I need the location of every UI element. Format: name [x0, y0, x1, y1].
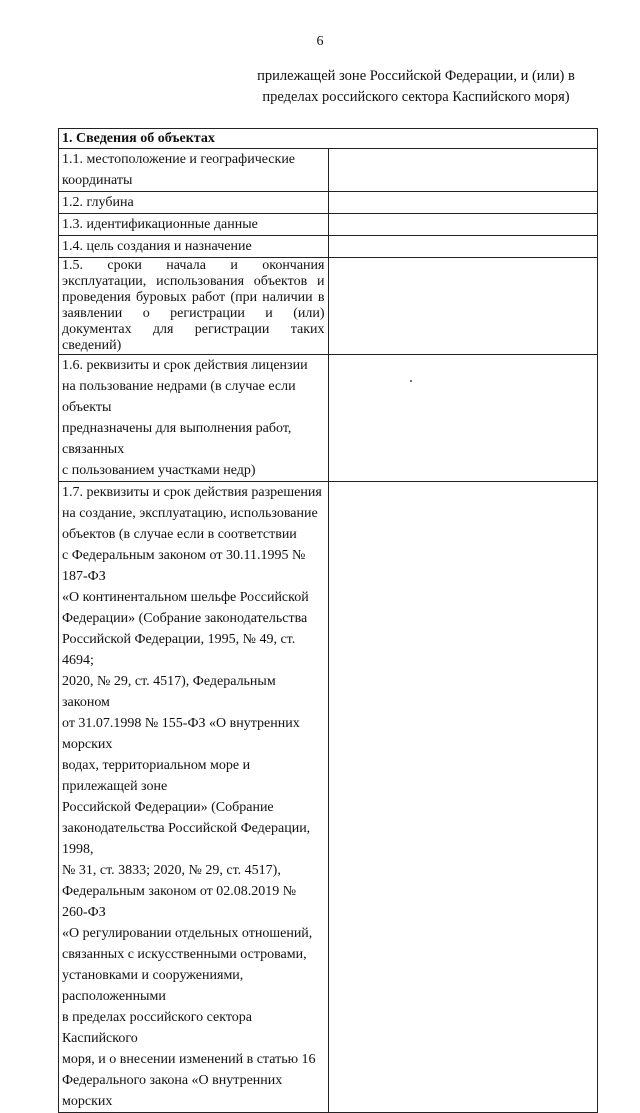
table-row [59, 214, 598, 236]
row-value-1-5[interactable] [328, 258, 598, 355]
row-value-1-7[interactable] [328, 482, 598, 1113]
scan-speck [410, 380, 412, 382]
row-label-1-4: 1.4. цель создания и назначение [59, 236, 329, 258]
page-number: 6 [316, 34, 324, 49]
row-label-1-5: 1.5. сроки начала и окончания эксплуатации, использования объектов и проведения буровых работ (при наличии в заявлении о регистрации и (или) документах для регистрации таких сведений) [59, 258, 329, 355]
row-label-1-1: 1.1. местоположение и географические координаты [59, 149, 329, 192]
table-row [59, 192, 598, 214]
row-value-1-2[interactable] [328, 192, 598, 214]
table-row [59, 355, 598, 482]
table-row [59, 149, 598, 192]
row-value-1-4[interactable] [328, 236, 598, 258]
row-label-1-7: 1.7. реквизиты и срок действия разрешения на создание, эксплуатацию, использование объектов (в случае если в соответствии с Федеральным законом от 30.11.1995 № 187-ФЗ «О континентальном шельфе Российской Федерации» (Собрание законодательства Российской Федерации, 1995, № 49, ст. 4694; 2020, № 29, ст. 4517), Федеральным законом от 31.07.1998 № 155-ФЗ «О внутренних морских водах, территориальном море и прилежащей зоне Российской Федерации» (Собрание законодательства Российской Федерации, 1998, № 31, ст. 3833; 2020, № 29, ст. 4517), Федеральным законом от 02.08.2019 № 260-ФЗ «О регулировании отдельных отношений, связанных с искусственными островами, установками и сооружениями, расположенными в пределах российского сектора Каспийского моря, и о внесении изменений в статью 16 Федерального закона «О внутренних морских [59, 482, 329, 1113]
section-title: 1. Сведения об объектах [59, 129, 598, 149]
row-value-1-6[interactable] [328, 355, 598, 482]
objects-info-table [58, 128, 598, 1113]
header-continuation [236, 66, 596, 108]
section-title-row [59, 129, 598, 149]
header-line-2: пределах российского сектора Каспийского моря) [262, 89, 570, 105]
table-row [59, 482, 598, 1113]
row-value-1-3[interactable] [328, 214, 598, 236]
table-row [59, 258, 598, 355]
row-label-1-2: 1.2. глубина [59, 192, 329, 214]
header-line-1: прилежащей зоне Российской Федерации, и (или) в [257, 68, 575, 84]
row-label-1-3: 1.3. идентификационные данные [59, 214, 329, 236]
table-row [59, 236, 598, 258]
row-label-1-6: 1.6. реквизиты и срок действия лицензии на пользование недрами (в случае если объекты предназначены для выполнения работ, связанных с пользованием участками недр) [59, 355, 329, 482]
row-value-1-1[interactable] [328, 149, 598, 192]
